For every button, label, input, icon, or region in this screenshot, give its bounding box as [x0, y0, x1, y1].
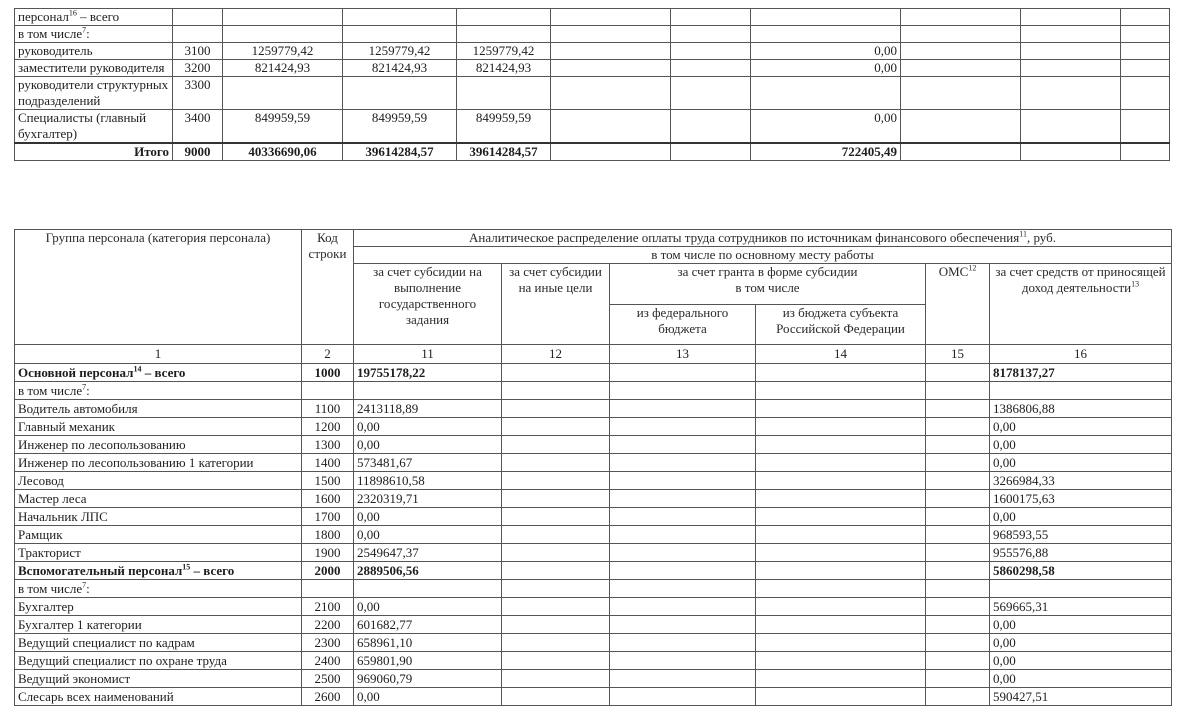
row-empty [551, 77, 671, 110]
table-row [15, 26, 1170, 43]
row-value [457, 9, 551, 26]
table-row [15, 652, 1172, 670]
row-label: заместители руководителя [15, 60, 173, 77]
row-empty [671, 60, 751, 77]
row-code: 3400 [173, 110, 223, 144]
row-empty [671, 26, 751, 43]
bottom-table [14, 229, 1172, 706]
table-row [15, 364, 1172, 382]
row-empty [756, 418, 926, 436]
table-row [15, 43, 1170, 60]
row-value-c11 [354, 382, 502, 400]
row-value-c16: 0,00 [990, 508, 1172, 526]
row-value-c11: 0,00 [354, 598, 502, 616]
row-label: Инженер по лесопользованию 1 категории [15, 454, 302, 472]
row-empty [502, 616, 610, 634]
row-label: Бухгалтер 1 категории [15, 616, 302, 634]
row-empty [502, 562, 610, 580]
row-value-c11: 0,00 [354, 526, 502, 544]
row-empty [671, 77, 751, 110]
row-value-c16: 1600175,63 [990, 490, 1172, 508]
row-empty [502, 508, 610, 526]
row-code: 1200 [302, 418, 354, 436]
row-code: 2100 [302, 598, 354, 616]
row-empty [756, 670, 926, 688]
row-empty [756, 472, 926, 490]
row-label: Тракторист [15, 544, 302, 562]
row-empty [1121, 26, 1170, 43]
row-value [223, 9, 343, 26]
table-row [15, 436, 1172, 454]
row-empty [901, 110, 1021, 144]
row-code: 2500 [302, 670, 354, 688]
total-value: 40336690,06 [223, 143, 343, 161]
row-empty [901, 26, 1021, 43]
row-value: 0,00 [751, 60, 901, 77]
row-value-c16: 0,00 [990, 454, 1172, 472]
table-row [15, 688, 1172, 706]
row-label: Вспомогательный персонал$^{15}$ – всего [15, 562, 302, 580]
row-value-c11: 969060,79 [354, 670, 502, 688]
row-empty [926, 490, 990, 508]
row-empty [502, 670, 610, 688]
header-grant: за счет гранта в форме субсидии в том числе [610, 264, 926, 305]
row-empty [1121, 60, 1170, 77]
row-empty [610, 490, 756, 508]
row-value-c16: 5860298,58 [990, 562, 1172, 580]
table-row [15, 382, 1172, 400]
row-label: в том числе$^7$: [15, 26, 173, 43]
row-value: 1259779,42 [343, 43, 457, 60]
row-empty [671, 110, 751, 144]
row-empty [926, 454, 990, 472]
total-value: 722405,49 [751, 143, 901, 161]
row-value [223, 77, 343, 110]
row-value-c11: 2889506,56 [354, 562, 502, 580]
top-table [14, 8, 1170, 161]
row-label: Рамщик [15, 526, 302, 544]
row-empty [671, 43, 751, 60]
row-empty [610, 454, 756, 472]
row-empty [1121, 9, 1170, 26]
row-empty [551, 143, 671, 161]
table-row [15, 490, 1172, 508]
header-main-place: в том числе по основному месту работы [354, 247, 1172, 264]
row-empty [901, 9, 1021, 26]
row-value: 1259779,42 [223, 43, 343, 60]
row-empty [551, 9, 671, 26]
row-empty [756, 598, 926, 616]
row-empty [502, 382, 610, 400]
row-value-c16: 1386806,88 [990, 400, 1172, 418]
row-value-c11: 0,00 [354, 418, 502, 436]
row-empty [926, 400, 990, 418]
row-empty [1121, 110, 1170, 144]
row-empty [502, 526, 610, 544]
row-empty [926, 364, 990, 382]
row-empty [610, 364, 756, 382]
row-value [457, 77, 551, 110]
row-value-c11: 19755178,22 [354, 364, 502, 382]
table-row [15, 634, 1172, 652]
row-empty [926, 508, 990, 526]
row-empty [926, 526, 990, 544]
header-code: Код строки [302, 230, 354, 345]
row-value: 821424,93 [223, 60, 343, 77]
row-empty [926, 652, 990, 670]
row-empty [1021, 143, 1121, 161]
row-empty [502, 472, 610, 490]
row-empty [610, 670, 756, 688]
header-c14: из бюджета субъекта Российской Федерации [756, 304, 926, 345]
row-empty [926, 688, 990, 706]
row-value [457, 26, 551, 43]
table-row [15, 544, 1172, 562]
top-table-body [15, 9, 1170, 161]
row-value: 821424,93 [343, 60, 457, 77]
header-c11: за счет субсидии на выполнение государственного задания [354, 264, 502, 345]
row-value [343, 77, 457, 110]
row-value-c16: 590427,51 [990, 688, 1172, 706]
row-value: 849959,59 [457, 110, 551, 144]
row-empty [1121, 43, 1170, 60]
row-empty [926, 562, 990, 580]
row-value-c11: 11898610,58 [354, 472, 502, 490]
row-empty [1021, 77, 1121, 110]
row-empty [551, 43, 671, 60]
row-empty [551, 60, 671, 77]
row-empty [926, 634, 990, 652]
row-value-c11: 0,00 [354, 508, 502, 526]
row-code: 3100 [173, 43, 223, 60]
row-label: Лесовод [15, 472, 302, 490]
row-empty [756, 562, 926, 580]
row-value: 0,00 [751, 110, 901, 144]
row-code: 1400 [302, 454, 354, 472]
row-empty [671, 9, 751, 26]
row-value-c11 [354, 580, 502, 598]
row-value-c11: 601682,77 [354, 616, 502, 634]
row-code: 2200 [302, 616, 354, 634]
row-label: Ведущий специалист по кадрам [15, 634, 302, 652]
row-code [173, 9, 223, 26]
row-label: в том числе$^7$: [15, 580, 302, 598]
row-value-c16: 569665,31 [990, 598, 1172, 616]
row-label: Ведущий экономист [15, 670, 302, 688]
row-code: 1900 [302, 544, 354, 562]
header-c16: за счет средств от приносящей доход деятельности$^{13}$ [990, 264, 1172, 345]
row-empty [756, 652, 926, 670]
row-label: Инженер по лесопользованию [15, 436, 302, 454]
header-c13: из федерального бюджета [610, 304, 756, 345]
row-label: Специалисты (главный бухгалтер) [15, 110, 173, 144]
row-empty [926, 670, 990, 688]
row-empty [926, 472, 990, 490]
row-value [751, 26, 901, 43]
row-value: 849959,59 [223, 110, 343, 144]
row-value-c16: 0,00 [990, 418, 1172, 436]
row-empty [756, 382, 926, 400]
row-value: 1259779,42 [457, 43, 551, 60]
table-row [15, 508, 1172, 526]
row-empty [756, 454, 926, 472]
row-value-c16: 0,00 [990, 616, 1172, 634]
row-empty [610, 400, 756, 418]
row-empty [502, 634, 610, 652]
row-code: 2000 [302, 562, 354, 580]
row-empty [1021, 43, 1121, 60]
row-value-c11: 658961,10 [354, 634, 502, 652]
row-empty [610, 580, 756, 598]
row-empty [1021, 110, 1121, 144]
row-empty [756, 490, 926, 508]
bottom-table-body [15, 230, 1172, 706]
row-value [343, 26, 457, 43]
row-empty [1021, 26, 1121, 43]
row-empty [551, 26, 671, 43]
row-label: Водитель автомобиля [15, 400, 302, 418]
row-empty [926, 616, 990, 634]
row-code: 1700 [302, 508, 354, 526]
row-value-c11: 0,00 [354, 688, 502, 706]
row-value-c16: 0,00 [990, 436, 1172, 454]
row-label: Мастер леса [15, 490, 302, 508]
row-value-c16: 8178137,27 [990, 364, 1172, 382]
row-code: 1800 [302, 526, 354, 544]
row-label: Слесарь всех наименований [15, 688, 302, 706]
row-value [751, 9, 901, 26]
row-empty [926, 544, 990, 562]
row-empty [610, 418, 756, 436]
row-empty [926, 598, 990, 616]
row-code: 1500 [302, 472, 354, 490]
row-value-c16: 955576,88 [990, 544, 1172, 562]
table-row [15, 454, 1172, 472]
row-empty [610, 508, 756, 526]
table-row [15, 562, 1172, 580]
table-row [15, 400, 1172, 418]
row-empty [502, 418, 610, 436]
row-empty [610, 634, 756, 652]
row-value-c16: 0,00 [990, 652, 1172, 670]
row-code: 1300 [302, 436, 354, 454]
row-empty [610, 616, 756, 634]
row-value-c11: 0,00 [354, 436, 502, 454]
row-empty [926, 418, 990, 436]
table-row [15, 9, 1170, 26]
row-value [343, 9, 457, 26]
row-empty [610, 598, 756, 616]
row-value-c16: 968593,55 [990, 526, 1172, 544]
row-code: 2400 [302, 652, 354, 670]
row-empty [756, 436, 926, 454]
row-empty [610, 652, 756, 670]
header-analytic: Аналитическое распределение оплаты труда сотрудников по источникам финансового обеспечения$^{11}$, руб. [354, 230, 1172, 247]
row-code: 1000 [302, 364, 354, 382]
row-empty [756, 688, 926, 706]
row-value-c11: 2413118,89 [354, 400, 502, 418]
row-empty [1021, 9, 1121, 26]
row-value-c11: 2320319,71 [354, 490, 502, 508]
row-empty [610, 688, 756, 706]
table-row [15, 616, 1172, 634]
row-value-c16: 0,00 [990, 670, 1172, 688]
row-empty [502, 688, 610, 706]
row-empty [502, 364, 610, 382]
row-empty [926, 382, 990, 400]
row-empty [901, 77, 1021, 110]
total-value: 39614284,57 [343, 143, 457, 161]
row-empty [1121, 77, 1170, 110]
row-value-c16: 0,00 [990, 634, 1172, 652]
table-row [15, 60, 1170, 77]
row-code: 3200 [173, 60, 223, 77]
row-empty [926, 580, 990, 598]
header-c15: ОМС$^{12}$ [926, 264, 990, 345]
row-label: персонал$^{16}$ – всего [15, 9, 173, 26]
row-value-c16 [990, 382, 1172, 400]
row-value-c11: 659801,90 [354, 652, 502, 670]
row-empty [756, 508, 926, 526]
row-empty [610, 544, 756, 562]
row-empty [502, 580, 610, 598]
row-code: 1600 [302, 490, 354, 508]
row-label: в том числе$^7$: [15, 382, 302, 400]
row-empty [901, 60, 1021, 77]
row-value [751, 77, 901, 110]
row-empty [901, 143, 1021, 161]
row-empty [901, 43, 1021, 60]
row-empty [502, 544, 610, 562]
row-empty [502, 652, 610, 670]
row-value-c11: 2549647,37 [354, 544, 502, 562]
row-empty [502, 436, 610, 454]
row-empty [756, 580, 926, 598]
total-value: 39614284,57 [457, 143, 551, 161]
row-empty [756, 616, 926, 634]
row-value: 0,00 [751, 43, 901, 60]
header-c12: за счет субсидии на иные цели [502, 264, 610, 345]
table-row [15, 670, 1172, 688]
row-label: Ведущий специалист по охране труда [15, 652, 302, 670]
table-row [15, 580, 1172, 598]
row-value: 849959,59 [343, 110, 457, 144]
row-empty [610, 526, 756, 544]
row-code: 2300 [302, 634, 354, 652]
row-label: Бухгалтер [15, 598, 302, 616]
row-code [302, 580, 354, 598]
header-group: Группа персонала (категория персонала) [15, 230, 302, 345]
row-empty [610, 472, 756, 490]
row-label: руководитель [15, 43, 173, 60]
row-value: 821424,93 [457, 60, 551, 77]
row-empty [926, 436, 990, 454]
table-row [15, 526, 1172, 544]
row-code [302, 382, 354, 400]
row-empty [502, 598, 610, 616]
row-label: Начальник ЛПС [15, 508, 302, 526]
row-empty [756, 400, 926, 418]
row-empty [756, 526, 926, 544]
total-label: Итого [15, 143, 173, 161]
row-label: Основной персонал$^{14}$ – всего [15, 364, 302, 382]
row-code: 3300 [173, 77, 223, 110]
table-row [15, 418, 1172, 436]
table-row [15, 472, 1172, 490]
row-empty [610, 382, 756, 400]
row-empty [756, 634, 926, 652]
row-empty [756, 544, 926, 562]
row-empty [502, 400, 610, 418]
row-empty [502, 454, 610, 472]
row-code: 2600 [302, 688, 354, 706]
column-number-row: 1 2 11 12 13 14 15 16 [15, 345, 1172, 364]
table-row [15, 110, 1170, 144]
row-empty [756, 364, 926, 382]
row-empty [1021, 60, 1121, 77]
row-value-c16 [990, 580, 1172, 598]
table-row [15, 77, 1170, 110]
row-label: Главный механик [15, 418, 302, 436]
row-empty [502, 490, 610, 508]
table-row [15, 598, 1172, 616]
row-empty [610, 436, 756, 454]
total-row [15, 143, 1170, 161]
row-code: 1100 [302, 400, 354, 418]
row-empty [671, 143, 751, 161]
total-code: 9000 [173, 143, 223, 161]
row-empty [610, 562, 756, 580]
row-code [173, 26, 223, 43]
row-value-c11: 573481,67 [354, 454, 502, 472]
row-value-c16: 3266984,33 [990, 472, 1172, 490]
row-empty [551, 110, 671, 144]
row-label: руководители структурных подразделений [15, 77, 173, 110]
row-empty [1121, 143, 1170, 161]
row-value [223, 26, 343, 43]
